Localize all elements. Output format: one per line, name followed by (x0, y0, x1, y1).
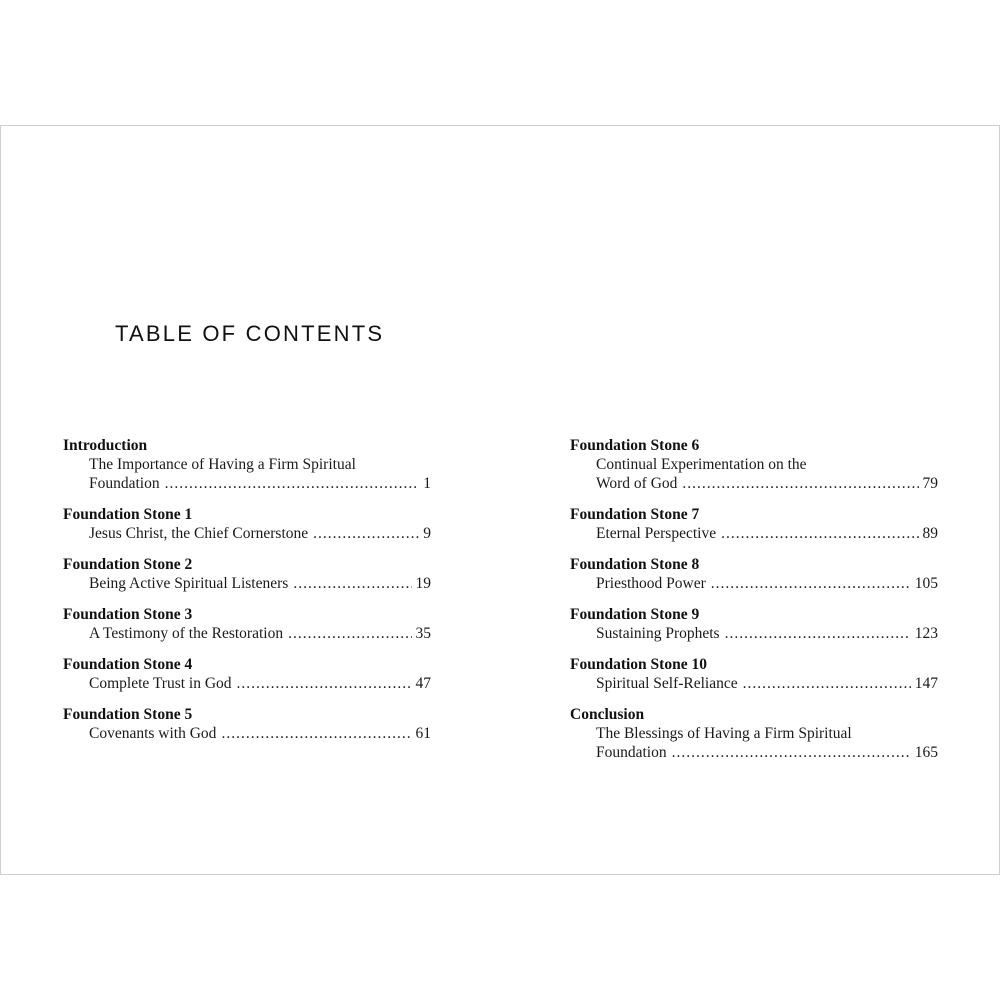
toc-title-line: The Importance of Having a Firm Spiritual (89, 456, 356, 473)
toc-title-row (570, 524, 938, 543)
dot-leader (682, 474, 918, 493)
toc-entry-introduction (63, 436, 431, 493)
page-number: 165 (914, 744, 938, 761)
toc-entry-stone-1 (63, 505, 431, 543)
dot-leader (711, 574, 911, 593)
toc-title-line: Continual Experimentation on the (596, 456, 807, 473)
page-number: 105 (914, 575, 938, 592)
toc-entry-conclusion (570, 705, 938, 762)
toc-heading: Foundation Stone 7 (570, 506, 700, 523)
dot-leader (743, 674, 911, 693)
toc-title-row (63, 674, 431, 693)
page-number: 79 (922, 475, 938, 492)
page-number: 147 (914, 675, 938, 692)
toc-heading: Foundation Stone 2 (63, 556, 193, 573)
dot-leader (165, 474, 420, 493)
toc-heading: Conclusion (570, 706, 645, 723)
toc-entry-stone-4 (63, 655, 431, 693)
dot-leader (672, 743, 911, 762)
toc-title-text: Jesus Christ, the Chief Cornerstone (89, 525, 309, 542)
page-number: 123 (914, 625, 938, 642)
toc-title-text: Foundation (596, 744, 667, 761)
toc-entry-stone-10 (570, 655, 938, 693)
toc-entry-stone-9 (570, 605, 938, 643)
toc-title-row (63, 524, 431, 543)
toc-heading: Foundation Stone 5 (63, 706, 193, 723)
toc-title-row (63, 624, 431, 643)
dot-leader (237, 674, 412, 693)
toc-left-column (63, 436, 431, 755)
toc-entry-stone-2 (63, 555, 431, 593)
toc-title-row (63, 724, 431, 743)
toc-title-text: Priesthood Power (596, 575, 706, 592)
toc-title-row (570, 574, 938, 593)
toc-entry-stone-8 (570, 555, 938, 593)
page-number: 9 (423, 525, 431, 542)
toc-heading: Foundation Stone 8 (570, 556, 700, 573)
page-number: 35 (415, 625, 431, 642)
dot-leader (288, 624, 411, 643)
toc-entry-stone-7 (570, 505, 938, 543)
page-title: TABLE OF CONTENTS (115, 321, 385, 346)
toc-title-row (570, 743, 938, 762)
toc-heading: Foundation Stone 10 (570, 656, 707, 673)
page-number: 61 (415, 725, 431, 742)
toc-title-row (570, 474, 938, 493)
page-number: 19 (415, 575, 431, 592)
book-spread (0, 125, 1000, 875)
toc-title-text: Eternal Perspective (596, 525, 717, 542)
toc-title-text: Spiritual Self-Reliance (596, 675, 738, 692)
toc-title-text: Complete Trust in God (89, 675, 232, 692)
toc-title-row (570, 674, 938, 693)
dot-leader (221, 724, 411, 743)
toc-title-row (63, 474, 431, 493)
page-number: 1 (423, 475, 431, 492)
toc-heading: Foundation Stone 9 (570, 606, 700, 623)
dot-leader (725, 624, 911, 643)
toc-title-text: Foundation (89, 475, 160, 492)
toc-entry-stone-3 (63, 605, 431, 643)
dot-leader (313, 524, 419, 543)
toc-title-text: A Testimony of the Restoration (89, 625, 284, 642)
dot-leader (721, 524, 918, 543)
page-number: 89 (922, 525, 938, 542)
toc-right-column (570, 436, 938, 774)
toc-title-text: Word of God (596, 475, 678, 492)
toc-entry-stone-5 (63, 705, 431, 743)
toc-title-line: The Blessings of Having a Firm Spiritual (596, 725, 852, 742)
dot-leader (293, 574, 411, 593)
toc-heading: Foundation Stone 1 (63, 506, 193, 523)
toc-title-text: Being Active Spiritual Listeners (89, 575, 289, 592)
toc-entry-stone-6 (570, 436, 938, 493)
toc-title-text: Covenants with God (89, 725, 217, 742)
toc-title-row (570, 624, 938, 643)
toc-title-text: Sustaining Prophets (596, 625, 720, 642)
toc-heading: Foundation Stone 3 (63, 606, 193, 623)
toc-heading: Foundation Stone 4 (63, 656, 193, 673)
toc-heading: Introduction (63, 437, 148, 454)
toc-title-row (63, 574, 431, 593)
page-number: 47 (415, 675, 431, 692)
toc-heading: Foundation Stone 6 (570, 437, 700, 454)
